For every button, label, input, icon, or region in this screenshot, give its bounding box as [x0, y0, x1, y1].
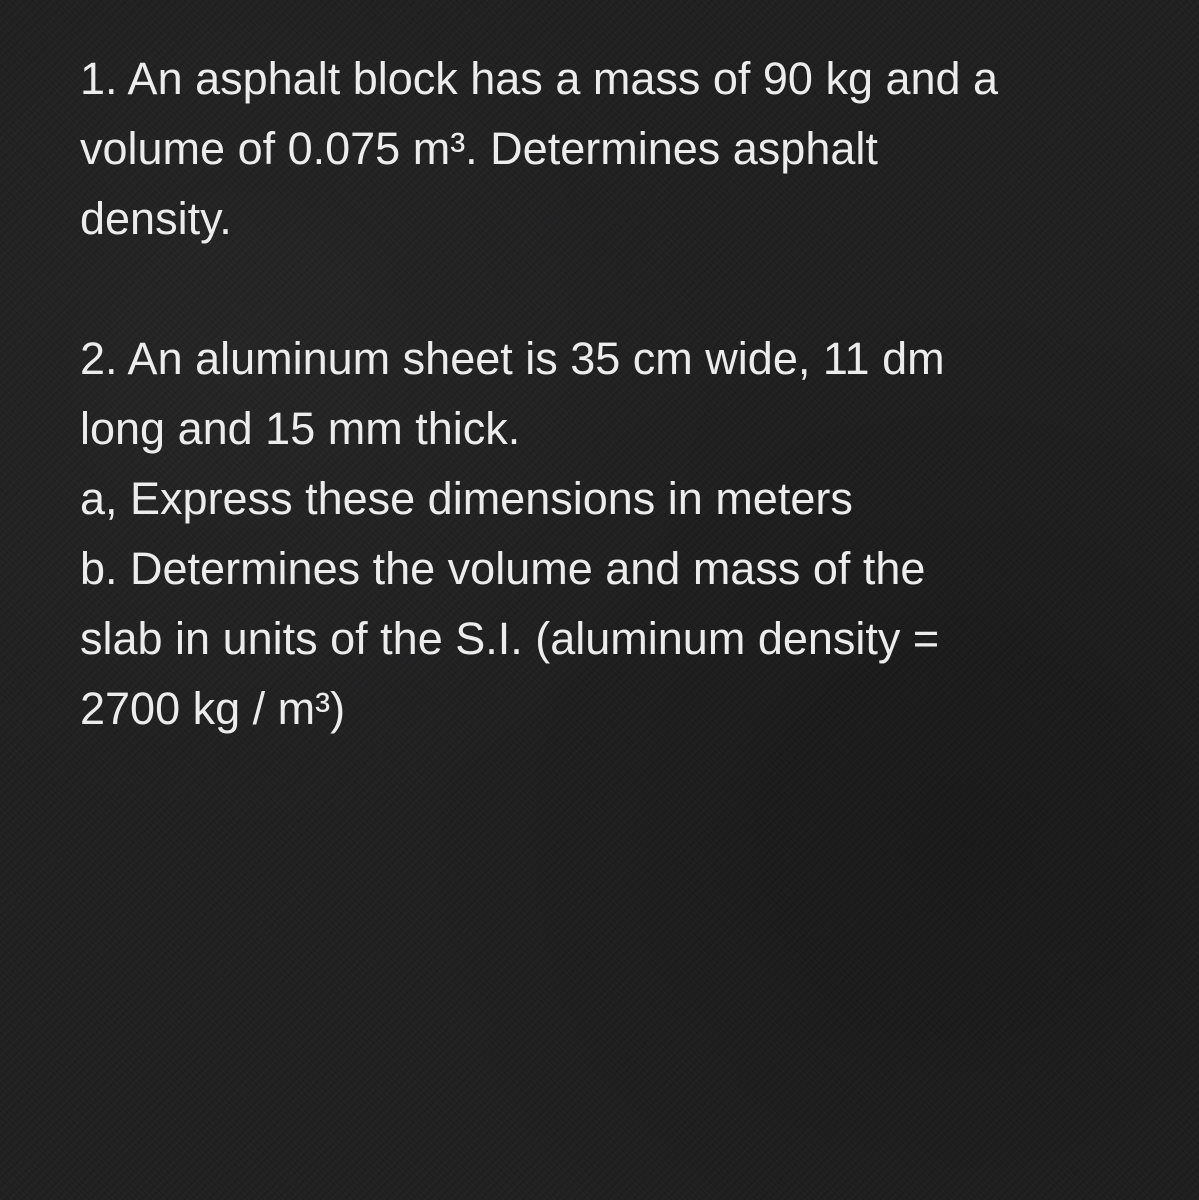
blank-line [80, 254, 1140, 324]
note-line: long and 15 mm thick. [80, 403, 521, 454]
note-line: 1. An asphalt block has a mass of 90 kg and a [80, 53, 999, 104]
note-line: 2. An aluminum sheet is 35 cm wide, 11 dm [80, 333, 945, 384]
note-line: slab in units of the S.I. (aluminum density = [80, 613, 940, 664]
note-body[interactable] [80, 44, 1140, 744]
note-line: 2700 kg / m³) [80, 683, 346, 734]
note-line: volume of 0.075 m³. Determines asphalt [80, 123, 878, 174]
note-line: b. Determines the volume and mass of the [80, 543, 926, 594]
note-line: a, Express these dimensions in meters [80, 473, 853, 524]
note-line: density. [80, 193, 232, 244]
